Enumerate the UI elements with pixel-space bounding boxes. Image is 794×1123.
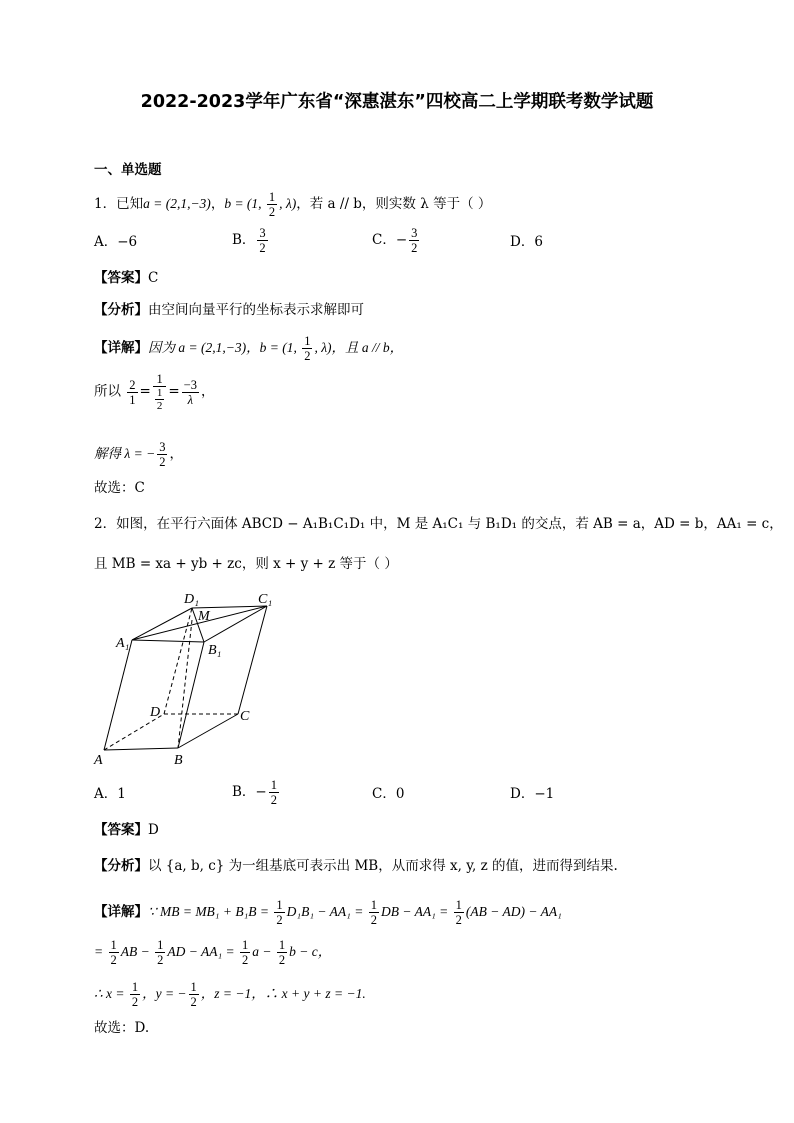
q1-detail: 【详解】因为 a = (2,1,−3)，b = (1, $\frac{1}{2}$ , λ)，且 a // b， (94, 334, 404, 363)
label-d: D (150, 705, 161, 720)
q2-option-a: A．1 (94, 786, 126, 802)
q1-solve: 解得 λ = − $\frac{3}{2}$ ， (94, 440, 183, 469)
q2-analysis: 【分析】以 {a, b, c} 为一组基底可表示出 MB，从而求得 x, y, z 的值，进而得到结果. (94, 858, 618, 874)
label-b1: B₁ (208, 643, 222, 658)
edge-bc (178, 714, 238, 748)
q1-fraction-half: $\frac{1}{2}$ (268, 190, 276, 219)
edge-ab (104, 748, 178, 750)
q1-option-a: A．−6 (94, 234, 138, 250)
section-heading: 一、单选题 (94, 162, 162, 178)
q2-option-b: B．− $\frac{1}{2}$ (232, 778, 277, 807)
edge-b1b (178, 642, 204, 748)
page-title: 2022-2023学年广东省“深惠湛东”四校高二上学期联考数学试题 (140, 92, 654, 112)
label-a: A (94, 753, 103, 768)
q2-answer: 【答案】D (94, 822, 159, 838)
q2-stem-2: 且 MB = xa + yb + zc，则 x + y + z 等于（ ） (94, 556, 398, 572)
segment-mb-hidden (178, 620, 192, 748)
q1-option-d: D．6 (510, 234, 543, 250)
label-a1: A₁ (116, 636, 130, 651)
q1-vector-a: a = (2,1,−3) (143, 196, 211, 211)
q2-stem-1: 2．如图，在平行六面体 ABCD − A₁B₁C₁D₁ 中，M 是 A₁C₁ 与 B₁D₁ 的交点，若 AB = a，AD = b，AA₁ = c， (94, 516, 783, 532)
q1-vector-b: b = (1, (224, 196, 265, 211)
q2-detail-2: = $\frac{1}{2}$ AB − $\frac{1}{2}$ AD − AA₁ = $\frac{1}{2}$ a − $\frac{1}{2}$ b − c， (94, 938, 332, 967)
edge-a1a (104, 640, 132, 750)
q1-analysis: 【分析】由空间向量平行的坐标表示求解即可 (94, 302, 364, 318)
edge-c1c (238, 606, 267, 714)
q2-option-d: D．−1 (510, 786, 555, 802)
label-d1: D₁ (184, 592, 199, 607)
q1-stem: 1．已知a = (2,1,−3)，b = (1, $\frac{1}{2}$ , λ)，若 a // b，则实数 λ 等于（ ） (94, 190, 492, 219)
q2-choose: 故选：D. (94, 1020, 150, 1036)
edge-b1a1 (132, 640, 204, 642)
q1-prefix: 1．已知 (94, 196, 144, 212)
label-m: M (198, 609, 210, 624)
q1-condition: ，若 a // b，则实数 λ 等于（ ） (296, 196, 492, 212)
q1-answer: 【答案】C (94, 270, 159, 286)
q1-choose: 故选：C (94, 480, 145, 496)
label-c1: C₁ (258, 592, 273, 607)
edge-a1d1 (132, 608, 192, 640)
q1-proportion: 所以 $\frac{2}{1}$ = $\frac{1}{\frac{1}{2}}$ = $\frac{-3}{\lambda}$ ， (94, 372, 215, 412)
edge-d1c1 (192, 606, 267, 608)
edge-c1b1 (204, 606, 267, 642)
q2-detail-1: 【详解】∵ MB = MB₁ + B₁B = $\frac{1}{2}$ D₁B₁ − AA₁ = $\frac{1}{2}$ DB − AA₁ = $\frac{1}{2}$ (AB − AD) − AA₁ (94, 898, 562, 927)
label-c: C (240, 709, 250, 724)
q2-option-c: C．0 (372, 786, 405, 802)
q1-option-b: B． $\frac{3}{2}$ (232, 226, 266, 255)
parallelepiped-figure (92, 590, 292, 770)
label-b: B (174, 753, 183, 768)
q2-detail-3: ∴ x = $\frac{1}{2}$ ，y = − $\frac{1}{2}$ ，z = −1，∴ x + y + z = −1. (94, 980, 366, 1009)
edge-dd1-hidden (164, 608, 192, 714)
q1-option-c: C．− $\frac{3}{2}$ (372, 226, 418, 255)
